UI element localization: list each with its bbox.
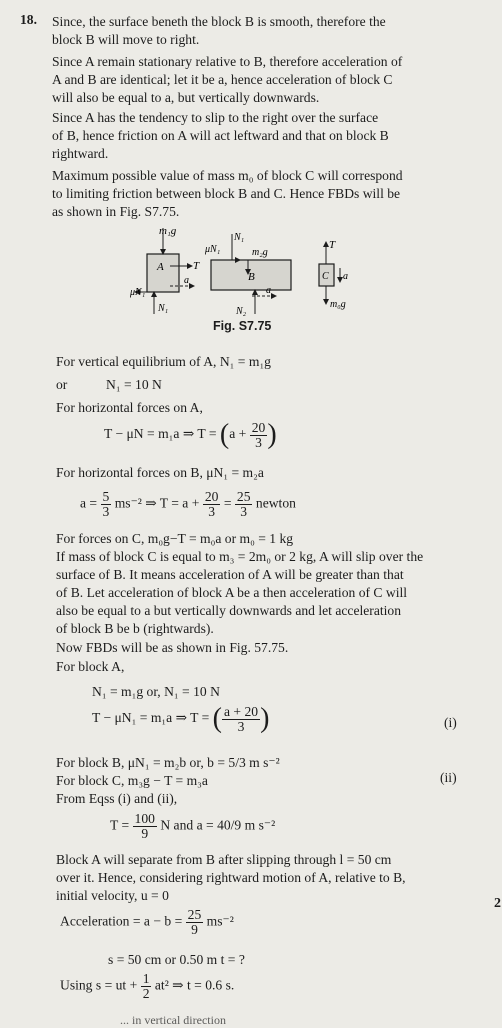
- eq-a-unit: newton: [255, 495, 296, 511]
- block-a-fbd: [129, 225, 200, 314]
- text-line-9: surface of B. It means acceleration of A will be greater than that: [56, 567, 404, 582]
- eq-t-inner: a +: [229, 426, 247, 442]
- text-line-22: over it. Hence, considering rightward motion of A, relative to B,: [56, 870, 406, 885]
- figure-caption: Fig. S7.75: [213, 319, 272, 333]
- block-c-fbd: [319, 239, 348, 310]
- paragraph-line: of B, hence friction on A will act leftward and that on block B: [52, 128, 389, 143]
- paragraph-line: Since, the surface beneth the block B is smooth, therefore the: [52, 14, 386, 29]
- eq-a-num3: 25: [236, 489, 251, 504]
- eq-a-den2: 3: [208, 504, 215, 519]
- block-a-label: A: [157, 261, 164, 273]
- paragraph-line: to limiting friction between block B and C. Hence FBDs will be: [52, 186, 401, 201]
- side-page-marker: 2: [494, 896, 501, 911]
- block-b-fbd: [204, 232, 291, 317]
- eq-t-den: 3: [255, 434, 262, 450]
- problem-number: 18.: [20, 12, 37, 27]
- eq-a-equals: =: [223, 495, 232, 511]
- paragraph-line: A and B are identical; let it be a, hence acceleration of block C: [52, 72, 393, 87]
- distance-line: s = 50 cm or 0.50 m t = ?: [108, 952, 245, 967]
- horizontal-forces-a-line: For horizontal forces on A,: [56, 400, 203, 415]
- eq-i-lhs: T − μN₁ = m₁a ⇒ T =: [92, 710, 210, 726]
- block-c-label: C: [322, 271, 329, 282]
- equation-t-value: [110, 812, 275, 841]
- eq-a-mid: ms⁻² ⇒ T = a +: [114, 495, 200, 511]
- eq-tv-den: 9: [141, 826, 149, 841]
- friction-a-label: μN₁: [130, 287, 146, 298]
- equation-number-ii: (ii): [440, 770, 457, 785]
- accel-c-label: a: [343, 271, 348, 282]
- m0g-label: m₀g: [330, 299, 346, 310]
- vertical-equilibrium-line: For vertical equilibrium of A, N₁ = m₁g: [56, 354, 271, 369]
- equation-relative-acceleration: [60, 908, 234, 937]
- from-eqs-line: From Eqss (i) and (ii),: [56, 791, 178, 806]
- accel-a-label: a: [184, 275, 189, 286]
- text-line-11: also be equal to a but vertically downwards and let acceleration: [56, 603, 401, 618]
- eq-tv-num: 100: [134, 811, 155, 826]
- text-line-23: initial velocity, u = 0: [56, 888, 169, 903]
- or-word: or: [56, 377, 68, 392]
- equation-t-a: T − μN = m₁a ⇒ T = (a + $\frac{20}{3}$ ): [104, 419, 277, 450]
- equation-i: T − μN₁ = m₁a ⇒ T = ( $\frac{a + 20}{3}$ ): [92, 703, 270, 734]
- equation-kinematics: [60, 972, 234, 1001]
- eq-ra-lhs: Acceleration = a − b =: [60, 913, 183, 929]
- paragraph-line: Since A has the tendency to slip to the right over the surface: [52, 110, 379, 125]
- eq-k-num: 1: [142, 971, 150, 986]
- eq-i-num: a + 20: [223, 703, 259, 719]
- eq-a-num2: 20: [204, 489, 219, 504]
- paragraph-line: block B will move to right.: [52, 32, 200, 47]
- paragraph-line: will also be equal to a, but vertically downwards.: [52, 90, 320, 105]
- text-line-12: of block B be b (rightwards).: [56, 621, 214, 636]
- n1-value: N₁ = 10 N: [106, 377, 162, 392]
- m2g-label: m₂g: [252, 247, 268, 258]
- eq-t-num: 20: [251, 419, 266, 435]
- accel-b-label: a: [266, 285, 271, 296]
- text-line-13: Now FBDs will be as shown in Fig. 57.75.: [56, 640, 289, 655]
- eq-ra-unit: ms⁻²: [206, 913, 234, 929]
- paragraph-line: rightward.: [52, 146, 109, 161]
- text-line-14: For block A,: [56, 659, 125, 674]
- free-body-diagrams-figure: [0, 222, 502, 322]
- eq-k-lhs: Using s = ut +: [60, 977, 138, 993]
- m1g-label: m₁g: [159, 225, 177, 237]
- eq-tv-lhs: T =: [110, 817, 130, 833]
- normal-b-label: N₂: [236, 306, 247, 317]
- eq-k-rest: at² ⇒ t = 0.6 s.: [154, 977, 235, 993]
- eq-a-den: 3: [102, 504, 110, 519]
- eq-a-den3: 3: [240, 504, 248, 519]
- tension-c-label: T: [329, 239, 336, 251]
- normal-a-label: N₁: [158, 303, 169, 314]
- paragraph-line: Maximum possible value of mass m₀ of block C will correspond: [52, 168, 403, 183]
- paragraph-line: as shown in Fig. S7.75.: [52, 204, 180, 219]
- eq-ra-num: 25: [187, 907, 202, 922]
- tension-a-label: T: [193, 260, 200, 272]
- text-line-10: of B. Let acceleration of block A be a then acceleration of C will: [56, 585, 408, 600]
- cut-off-next-line: ... in vertical direction: [120, 1013, 226, 1027]
- equation-acceleration: [80, 490, 296, 519]
- normal-b-top-label: N₁: [234, 232, 245, 243]
- eq-tv-rest: N and a = 40/9 m s⁻²: [160, 817, 276, 833]
- eq-a-lhs: a =: [80, 495, 98, 511]
- forces-on-c-line: For forces on C, m₀g−T = m₀a or m₀ = 1 kg: [56, 531, 294, 546]
- eq-i-den: 3: [237, 718, 245, 734]
- paragraph-line: Since A remain stationary relative to B, therefore acceleration of: [52, 54, 403, 69]
- horizontal-forces-b-line: For horizontal forces on B, μN₁ = m₂a: [56, 465, 264, 480]
- block-c-eq-line: For block C, m₃g − T = m₃a: [56, 773, 208, 788]
- eq-k-den: 2: [142, 986, 150, 1001]
- eq-t-lhs: T − μN = m₁a ⇒ T =: [104, 426, 217, 442]
- block-b-eq-line: For block B, μN₁ = m₂b or, b = 5/3 m s⁻²: [56, 755, 280, 770]
- block-a-normal-eq: N₁ = m₁g or, N₁ = 10 N: [92, 684, 220, 699]
- equation-number-i: (i): [444, 715, 457, 730]
- friction-b-label: μN₁: [205, 244, 221, 255]
- block-b-label: B: [248, 271, 255, 283]
- eq-ra-den: 9: [191, 922, 198, 937]
- text-line-21: Block A will separate from B after slipping through l = 50 cm: [56, 852, 392, 867]
- text-line-8: If mass of block C is equal to m₃ = 2m₀ or 2 kg, A will slip over the: [56, 549, 424, 564]
- eq-a-num: 5: [102, 489, 110, 504]
